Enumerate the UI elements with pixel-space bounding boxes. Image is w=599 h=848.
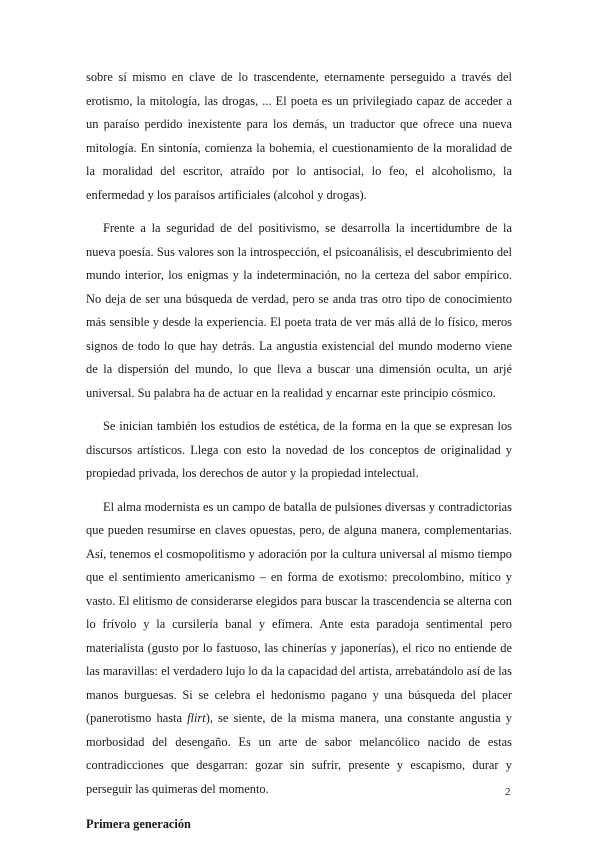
paragraph-3: Se inician también los estudios de estética, de la forma en la que se expresan los discursos artísticos. Llega con esto la novedad de los conceptos de originalidad y propiedad privada, los derechos de autor y la propiedad intelectual. (86, 419, 512, 480)
paragraph-4 (86, 496, 512, 802)
paragraph-4-text-b: ), se siente, de la misma manera, una constante angustia y morbosidad del desengaño. Es un arte de sabor melancólico nacido de estas contradicciones que desgarran: gozar sin sufrir, presente y escapismo, durar y perseguir las quimeras del momento. (86, 711, 512, 796)
section-heading: Primera generación (86, 817, 191, 831)
page-number: 2 (505, 786, 511, 798)
paragraph-1: sobre sí mismo en clave de lo trascendente, eternamente perseguido a través del erotismo, la mitología, las drogas, ... El poeta es un privilegiado capaz de acceder a un paraíso perdido inexistente para los demás, un traductor que ofrece una nueva mitología. En sintonía, comienza la bohemia, el cuestionamiento de la moralidad de la moralidad del escritor, atraído por lo antisocial, lo feo, el alcoholismo, la enfermedad y los paraísos artificiales (alcohol y drogas). (86, 70, 512, 202)
paragraph-2: Frente a la seguridad de del positivismo, se desarrolla la incertidumbre de la nueva poesía. Sus valores son la introspección, el psicoanálisis, el descubrimiento del mundo interior, los enigmas y la indeterminación, no la certeza del sabor empírico. No deja de ser una búsqueda de verdad, pero se anda tras otro tipo de conocimiento más sensible y desde la experiencia. El poeta trata de ver más allá de lo físico, meros signos de todo lo que hay detrás. La angustia existencial del mundo moderno viene de la dispersión del mundo, lo que lleva a buscar una dimensión oculta, un arjé universal. Su palabra ha de actuar en la realidad y encarnar este principio cósmico. (86, 221, 512, 400)
body-text (86, 66, 512, 837)
paragraph-4-text-a: El alma modernista es un campo de batalla de pulsiones diversas y contradictorias que pueden resumirse en claves opuestas, pero, de alguna manera, complementarias. Así, tenemos el cosmopolitismo y adoración por la cultura universal al mismo tiempo que el sentimiento americanismo – en forma de exotismo: precolombino, mítico y vasto. El elitismo de considerarse elegidos para buscar la trascendencia se alterna con lo frívolo y la cursilería banal y efímera. Ante esta paradoja sentimental pero materialista (gusto por lo fastuoso, las chinerías y japonerías), el rico no entiende de las maravillas: el verdadero lujo lo da la capacidad del artista, arrebatándolo así de las manos burguesas. Si se celebra el hedonismo pagano y una búsqueda del placer (panerotismo hasta (86, 499, 512, 725)
paragraph-4-italic: flirt (187, 711, 206, 725)
